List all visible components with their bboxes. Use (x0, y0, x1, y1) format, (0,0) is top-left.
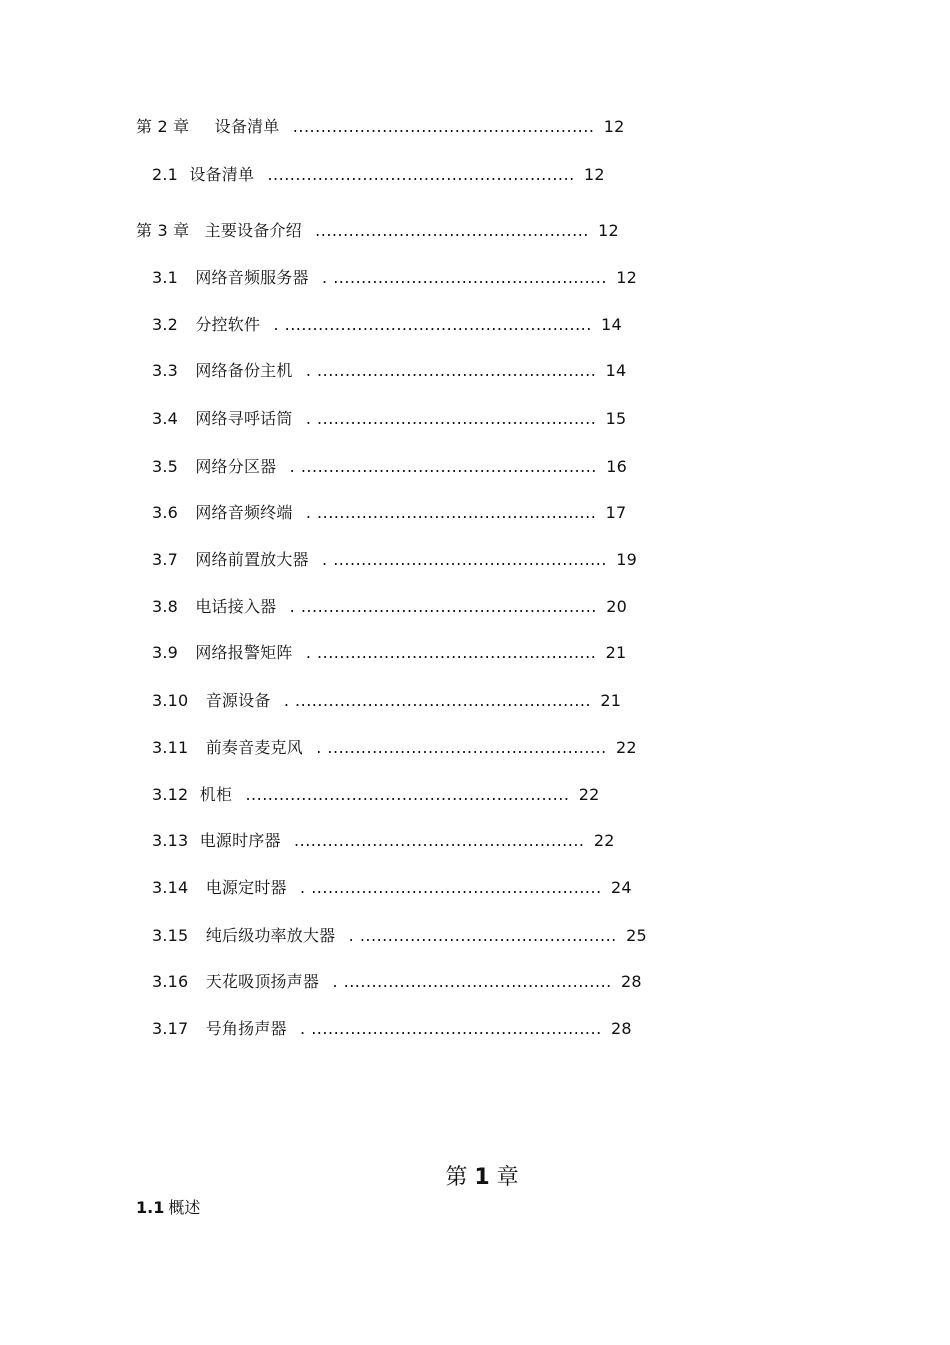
toc-leader-dots: ...................................................... (292, 117, 595, 136)
toc-entry-page: 15 (605, 409, 627, 428)
toc-leader-dots: .................................................... (294, 831, 585, 850)
toc-entry-number: 3.13 (152, 831, 189, 850)
toc-leader-dots: .......................................................... (245, 785, 570, 804)
toc-leader-dots: . ..................................................... (289, 457, 597, 476)
toc-entry-title: 主要设备介绍 (204, 221, 302, 240)
toc-leader-dots: . ................................................. (322, 550, 607, 569)
toc-leader-dots: ....................................................... (267, 165, 575, 184)
toc-entry-title: 号角扬声器 (205, 1019, 287, 1038)
toc-entry-number: 第 3 章 (136, 221, 190, 240)
toc-entry-title: 音源设备 (205, 691, 271, 710)
toc-entry-title: 网络寻呼话筒 (195, 409, 293, 428)
toc-entry-number: 3.10 (152, 691, 189, 710)
toc-entry[interactable] (152, 738, 637, 758)
toc-entry-title: 天花吸顶扬声器 (205, 972, 320, 991)
toc-leader-dots: . ..................................................... (283, 691, 592, 710)
toc-entry[interactable] (152, 1019, 632, 1039)
toc-entry-page: 24 (610, 878, 632, 897)
toc-entry[interactable] (152, 361, 626, 381)
toc-entry[interactable] (152, 878, 632, 898)
toc-entry-title: 网络前置放大器 (195, 550, 309, 569)
toc-entry-title: 设备清单 (189, 165, 255, 184)
toc-leader-dots: . ................................................ (332, 972, 612, 991)
toc-entry-title: 前奏音麦克风 (205, 738, 303, 757)
toc-entry-page: 21 (605, 643, 627, 662)
toc-entry-page: 25 (626, 926, 647, 945)
toc-leader-dots: . .................................................. (305, 643, 597, 662)
toc-entry-page: 22 (616, 738, 637, 757)
section-title: 概述 (168, 1198, 201, 1217)
toc-entry-title: 电源时序器 (199, 831, 281, 850)
toc-entry-number: 3.8 (152, 597, 179, 616)
toc-leader-dots: . ..................................................... (289, 597, 597, 616)
toc-entry-number: 3.9 (152, 643, 179, 662)
toc-entry-number: 3.7 (152, 550, 179, 569)
toc-leader-dots: . .................................................. (305, 361, 597, 380)
toc-entry[interactable] (152, 503, 626, 523)
toc-entry[interactable] (152, 597, 627, 617)
toc-entry-page: 14 (601, 315, 622, 334)
toc-entry-page: 14 (605, 361, 627, 380)
toc-entry[interactable] (152, 785, 599, 805)
toc-entry[interactable] (152, 315, 622, 335)
toc-entry-page: 21 (600, 691, 622, 710)
toc-entry-number: 3.3 (152, 361, 179, 380)
toc-leader-dots: . ................................................. (322, 268, 607, 287)
toc-entry-title: 纯后级功率放大器 (205, 926, 336, 945)
toc-entry-number: 3.17 (152, 1019, 189, 1038)
toc-entry[interactable] (136, 221, 619, 241)
toc-entry-number: 3.2 (152, 315, 179, 334)
toc-entry-title: 电话接入器 (195, 597, 277, 616)
toc-leader-dots: . .................................................... (300, 878, 602, 897)
toc-entry-title: 网络分区器 (195, 457, 277, 476)
toc-entry-number: 3.1 (152, 268, 179, 287)
toc-entry[interactable] (152, 457, 627, 477)
toc-entry[interactable] (152, 550, 637, 570)
toc-entry-page: 12 (583, 165, 605, 184)
chapter-prefix: 第 (445, 1165, 468, 1190)
toc-entry-number: 3.14 (152, 878, 189, 897)
toc-entry-page: 28 (621, 972, 642, 991)
toc-entry-number: 3.16 (152, 972, 189, 991)
toc-entry-number: 3.15 (152, 926, 189, 945)
toc-entry-page: 28 (610, 1019, 632, 1038)
toc-entry[interactable] (152, 691, 621, 711)
toc-entry-page: 12 (603, 117, 625, 136)
toc-entry-title: 机柜 (199, 785, 233, 804)
chapter-number: 1 (474, 1165, 490, 1190)
toc-entry-number: 2.1 (152, 165, 179, 184)
toc-entry-title: 网络备份主机 (195, 361, 293, 380)
toc-entry[interactable] (152, 268, 637, 288)
toc-entry-number: 3.11 (152, 738, 189, 757)
toc-entry-number: 3.4 (152, 409, 179, 428)
toc-entry-title: 网络音频终端 (195, 503, 293, 522)
toc-leader-dots: . .................................................... (300, 1019, 602, 1038)
toc-entry-page: 22 (578, 785, 600, 804)
toc-entry-page: 19 (616, 550, 637, 569)
toc-entry-number: 3.12 (152, 785, 189, 804)
toc-leader-dots: . ....................................................... (273, 315, 592, 334)
toc-entry-page: 16 (606, 457, 627, 476)
toc-entry-title: 网络音频服务器 (195, 268, 309, 287)
toc-entry-page: 20 (606, 597, 627, 616)
toc-entry-page: 17 (605, 503, 627, 522)
toc-entry[interactable] (152, 643, 626, 663)
toc-entry-page: 12 (598, 221, 619, 240)
toc-leader-dots: . .................................................. (305, 409, 597, 428)
chapter-heading (0, 1164, 950, 1192)
toc-leader-dots: ................................................. (315, 221, 589, 240)
toc-leader-dots: . .................................................. (316, 738, 607, 757)
toc-entry[interactable] (152, 926, 647, 946)
toc-entry-title: 网络报警矩阵 (195, 643, 293, 662)
toc-entry-title: 电源定时器 (205, 878, 287, 897)
toc-entry[interactable] (152, 409, 626, 429)
toc-entry-title: 设备清单 (214, 117, 280, 136)
toc-entry-title: 分控软件 (195, 315, 261, 334)
section-number: 1.1 (136, 1198, 165, 1217)
toc-leader-dots: . .................................................. (305, 503, 597, 522)
toc-entry-number: 第 2 章 (136, 117, 190, 136)
toc-entry-number: 3.6 (152, 503, 179, 522)
toc-entry[interactable] (152, 831, 615, 851)
toc-entry-page: 12 (616, 268, 637, 287)
toc-entry-page: 22 (593, 831, 615, 850)
chapter-suffix: 章 (496, 1165, 519, 1190)
toc-entry-number: 3.5 (152, 457, 179, 476)
toc-entry[interactable] (152, 165, 605, 185)
section-heading (136, 1198, 200, 1218)
toc-leader-dots: . .............................................. (348, 926, 617, 945)
toc-entry[interactable] (136, 117, 624, 137)
toc-entry[interactable] (152, 972, 642, 992)
